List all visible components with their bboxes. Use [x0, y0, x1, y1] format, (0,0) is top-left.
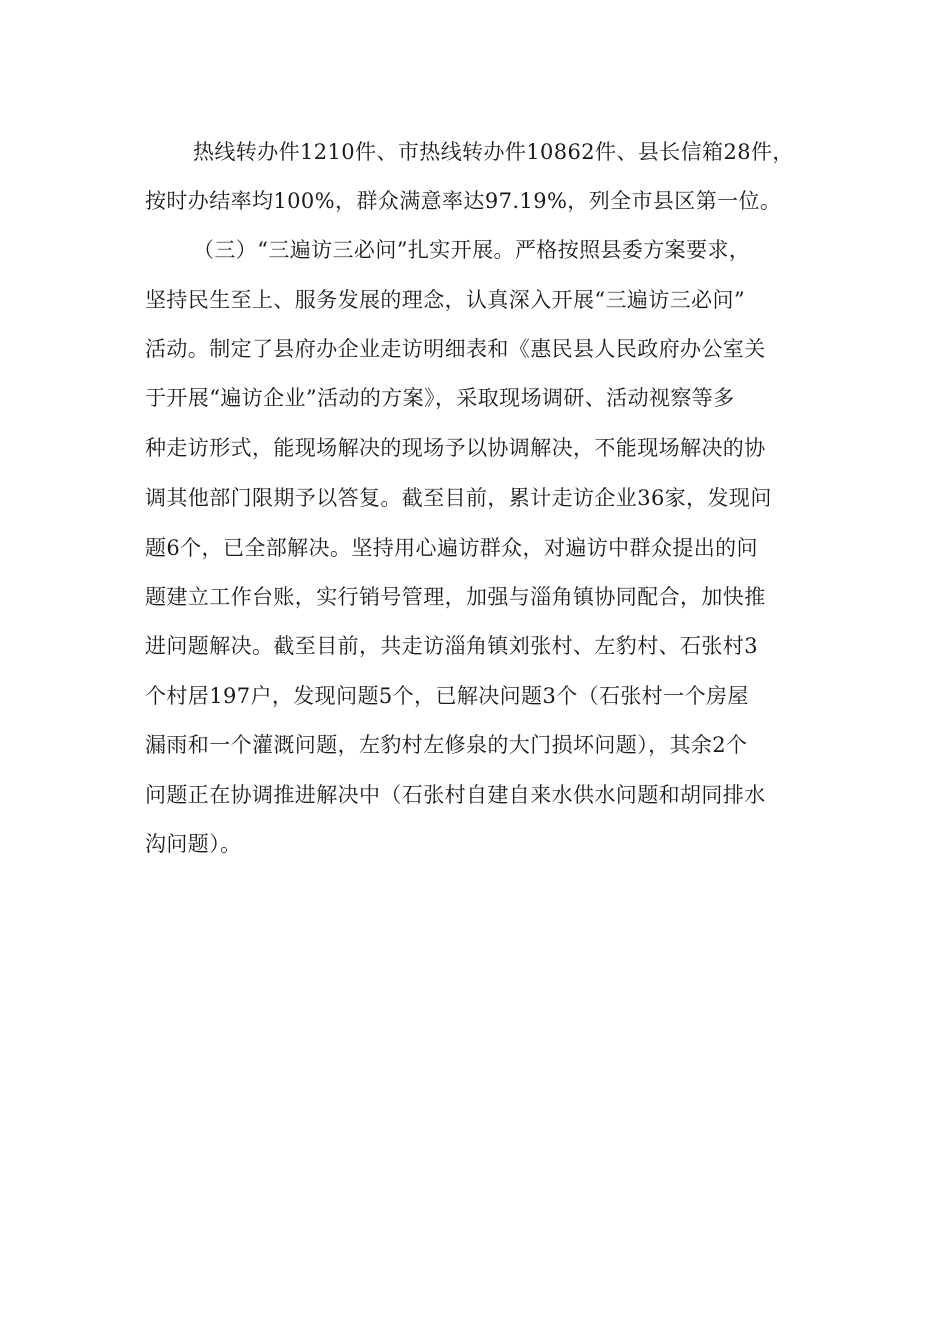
- text-line: 题6个，已全部解决。坚持用心遍访群众，对遍访中群众提出的问: [145, 536, 758, 560]
- text-line: 于开展“遍访企业”活动的方案》，采取现场调研、活动视察等多: [145, 386, 735, 410]
- text-line: 热线转办件1210件、市热线转办件10862件、县长信箱28件，: [193, 140, 794, 164]
- text-line: 进问题解决。截至目前，共走访淄角镇刘张村、左豹村、石张村3: [145, 634, 758, 658]
- text-line: （三）“三遍访三必问”扎实开展。严格按照县委方案要求，: [193, 238, 751, 262]
- text-line: 个村居197户，发现问题5个，已解决问题3个（石张村一个房屋: [145, 684, 749, 708]
- text-line: 调其他部门限期予以答复。截至目前，累计走访企业36家，发现问: [145, 486, 772, 510]
- text-line: 按时办结率均100%，群众满意率达97.19%，列全市县区第一位。: [145, 189, 782, 213]
- text-line: 漏雨和一个灌溉问题，左豹村左修泉的大门损坏问题），其余2个: [145, 733, 748, 757]
- text-line: 坚持民生至上、服务发展的理念，认真深入开展“三遍访三必问”: [145, 288, 746, 312]
- text-line: 题建立工作台账，实行销号管理，加强与淄角镇协同配合，加快推: [145, 585, 766, 609]
- text-line: 活动。制定了县府办企业走访明细表和《惠民县人民政府办公室关: [145, 337, 766, 361]
- text-line: 沟问题）。: [145, 832, 242, 856]
- text-line: 种走访形式，能现场解决的现场予以协调解决，不能现场解决的协: [145, 436, 766, 460]
- text-line: 问题正在协调推进解决中（石张村自建自来水供水问题和胡同排水: [145, 783, 766, 807]
